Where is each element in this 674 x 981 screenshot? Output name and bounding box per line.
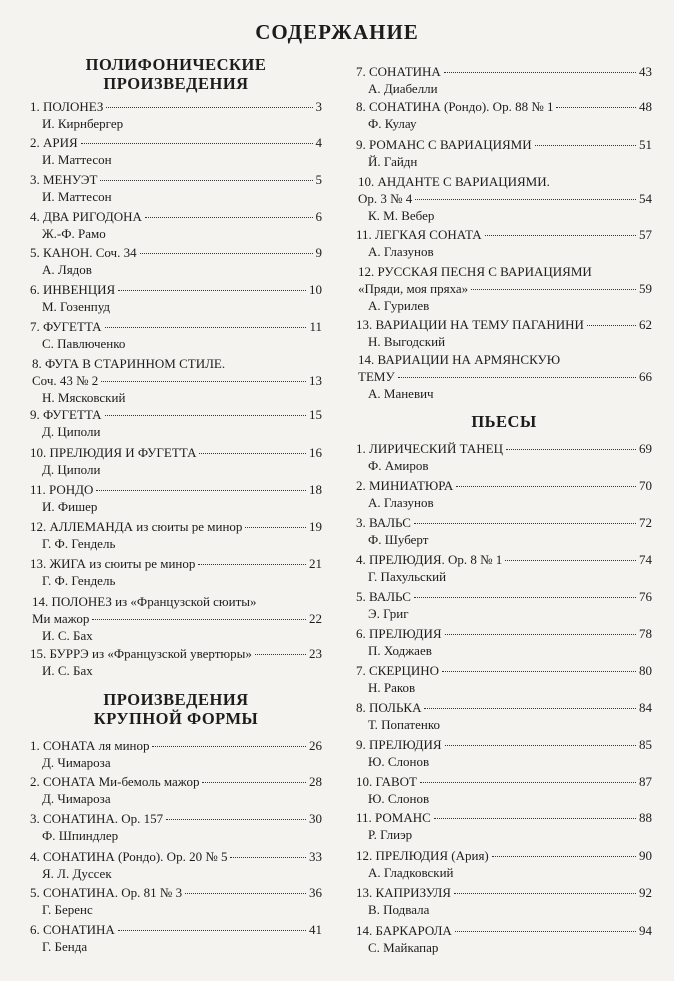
dot-leader [445, 745, 636, 746]
entry-title-row [356, 736, 652, 753]
page-number: 72 [639, 515, 652, 530]
dot-leader [118, 930, 306, 931]
composer-name: Д. Чимароза [42, 791, 111, 806]
composer-name: Н. Выгодский [368, 334, 446, 349]
dot-leader [485, 235, 636, 236]
entry-title-row [356, 551, 652, 568]
dot-leader [185, 893, 306, 894]
entry-title-row [30, 645, 322, 662]
entry-title: 4. ДВА РИГОДОНА [30, 209, 142, 224]
composer-name: Ф. Кулау [368, 116, 417, 131]
entry-title: 2. МИНИАТЮРА [356, 478, 454, 493]
composer-name: А. Глазунов [368, 495, 434, 510]
toc-entry [30, 848, 322, 882]
entry-title-row [356, 847, 652, 864]
dot-leader [202, 782, 306, 783]
entry-title-row [356, 588, 652, 605]
composer-name: Ф. Шуберт [368, 532, 429, 547]
composer-name: А. Диабелли [368, 81, 438, 96]
entry-title-row [356, 368, 652, 385]
entry-title: 13. ВАРИАЦИИ НА ТЕМУ ПАГАНИНИ [356, 317, 584, 332]
entry-title: 3. ВАЛЬС [356, 515, 411, 530]
section-heading: ПРОИЗВЕДЕНИЯ [103, 74, 249, 93]
entry-title-row [356, 699, 652, 716]
toc-entry [30, 810, 322, 844]
toc-entry [30, 98, 322, 132]
entry-title: 6. ПРЕЛЮДИЯ [356, 626, 442, 641]
entry-title-row [30, 208, 322, 225]
toc-entry [30, 518, 322, 552]
page-number: 69 [639, 441, 652, 456]
entry-title: 2. АРИЯ [30, 135, 78, 150]
toc-entry [356, 63, 652, 97]
dot-leader [445, 634, 636, 635]
page-number: 16 [309, 445, 322, 460]
entry-title: 8. ПОЛЬКА [356, 700, 422, 715]
entry-title: 8. ФУГА В СТАРИННОМ СТИЛЕ. [32, 356, 226, 371]
dot-leader [96, 490, 306, 491]
composer-name: Ф. Амиров [368, 458, 429, 473]
composer-name: Й. Гайдн [368, 154, 418, 169]
composer-name: С. Павлюченко [42, 336, 126, 351]
dot-leader [414, 597, 636, 598]
entry-title-row [30, 444, 322, 461]
entry-title-row [30, 171, 322, 188]
entry-title-row [30, 555, 322, 572]
entry-title: 11. ЛЕГКАЯ СОНАТА [356, 227, 482, 242]
toc-entry [30, 134, 322, 168]
dot-leader [92, 619, 306, 620]
entry-title-row [30, 921, 322, 938]
entry-title-row [356, 190, 652, 207]
toc-entry [30, 406, 322, 440]
composer-name: И. С. Бах [42, 628, 93, 643]
dot-leader [199, 453, 306, 454]
dot-leader [454, 893, 636, 894]
dot-leader [455, 931, 636, 932]
entry-title: 9. ФУГЕТТА [30, 407, 102, 422]
page-number: 88 [639, 810, 652, 825]
composer-name: А. Гладковский [368, 865, 454, 880]
entry-title-row [30, 318, 322, 335]
entry-title: 4. СОНАТИНА (Рондо). Ор. 20 № 5 [30, 849, 228, 864]
composer-name: Г. Беренс [42, 902, 93, 917]
dot-leader [415, 199, 636, 200]
toc-entry [30, 884, 322, 918]
entry-title: 10. ПРЕЛЮДИЯ И ФУГЕТТА [30, 445, 197, 460]
page-number: 4 [315, 135, 322, 150]
toc-entry [356, 440, 652, 474]
entry-title: Ми мажор [32, 611, 90, 626]
toc-entry [30, 645, 322, 679]
dot-leader [506, 449, 636, 450]
toc-entry [356, 588, 652, 622]
toc-entry [356, 847, 652, 881]
entry-title-row [30, 810, 322, 827]
composer-name: В. Подвала [368, 902, 430, 917]
toc-entry [356, 316, 652, 350]
toc-entry [30, 773, 322, 807]
page-title: СОДЕРЖАНИЕ [255, 20, 419, 44]
page-number: 54 [639, 191, 652, 206]
entry-title-row [356, 662, 652, 679]
entry-title: 4. ПРЕЛЮДИЯ. Ор. 8 № 1 [356, 552, 503, 567]
page-number: 76 [639, 589, 652, 604]
toc-entry [356, 477, 652, 511]
entry-title: 1. СОНАТА ля минор [30, 738, 150, 753]
dot-leader [456, 486, 636, 487]
toc-entry [30, 921, 322, 955]
page-number: 36 [309, 885, 322, 900]
dot-leader [414, 523, 636, 524]
dot-leader [81, 143, 313, 144]
dot-leader [492, 856, 636, 857]
page-number: 9 [315, 245, 322, 260]
composer-name: Г. Пахульский [368, 569, 447, 584]
toc-entry [356, 625, 652, 659]
page-number: 90 [639, 848, 652, 863]
entry-title: ТЕМУ [358, 369, 395, 384]
section-heading: ПРОИЗВЕДЕНИЯ [103, 690, 249, 709]
entry-title: «Пряди, моя пряха» [358, 281, 469, 296]
dot-leader [105, 415, 306, 416]
page-number: 30 [309, 811, 322, 826]
entry-title: 11. РОМАНС [356, 810, 431, 825]
composer-name: Ю. Слонов [368, 754, 430, 769]
composer-name: М. Гозенпуд [42, 299, 111, 314]
page-number: 80 [639, 663, 652, 678]
composer-name: Р. Глиэр [368, 827, 413, 842]
composer-name: И. Фишер [42, 499, 98, 514]
composer-name: Я. Л. Дуссек [42, 866, 112, 881]
toc-entry [356, 226, 652, 260]
section-heading: ПОЛИФОНИЧЕСКИЕ [85, 55, 267, 74]
entry-title: 9. РОМАНС С ВАРИАЦИЯМИ [356, 137, 532, 152]
dot-leader [442, 671, 636, 672]
entry-title: 12. РУССКАЯ ПЕСНЯ С ВАРИАЦИЯМИ [358, 264, 592, 279]
toc-entry [356, 351, 652, 402]
entry-title: Соч. 43 № 2 [32, 373, 99, 388]
entry-title-row [30, 884, 322, 901]
composer-name: А. Гурилев [368, 298, 430, 313]
composer-name: С. Майкапар [368, 940, 439, 955]
entry-title: 9. ПРЕЛЮДИЯ [356, 737, 442, 752]
toc-entry [30, 208, 322, 242]
entry-title-row [356, 477, 652, 494]
composer-name: Т. Попатенко [368, 717, 440, 732]
toc-entry [356, 514, 652, 548]
entry-title: 5. СОНАТИНА. Ор. 81 № 3 [30, 885, 183, 900]
entry-title-row [356, 63, 652, 80]
dot-leader [434, 818, 636, 819]
toc-entry [30, 555, 322, 589]
entry-title: 15. БУРРЭ из «Французской увертюры» [30, 646, 252, 661]
dot-leader [535, 145, 636, 146]
dot-leader [505, 560, 636, 561]
entry-title-row [30, 518, 322, 535]
composer-name: Г. Ф. Гендель [42, 536, 116, 551]
dot-leader [587, 325, 636, 326]
toc-entry [30, 481, 322, 515]
dot-leader [152, 746, 306, 747]
entry-title-row [356, 226, 652, 243]
entry-title-row [356, 98, 652, 115]
entry-title: 2. СОНАТА Ми-бемоль мажор [30, 774, 200, 789]
page-number: 48 [639, 99, 652, 114]
composer-name: А. Лядов [42, 262, 92, 277]
page-number: 70 [639, 478, 652, 493]
composer-name: Н. Раков [368, 680, 416, 695]
entry-title: 14. ВАРИАЦИИ НА АРМЯНСКУЮ [358, 352, 561, 367]
entry-title-row [356, 884, 652, 901]
dot-leader [101, 381, 306, 382]
entry-title: Ор. 3 № 4 [358, 191, 413, 206]
entry-title: 12. АЛЛЕМАНДА из сюиты ре минор [30, 519, 243, 534]
dot-leader [444, 72, 636, 73]
composer-name: Н. Мясковский [42, 390, 126, 405]
entry-title-row [356, 922, 652, 939]
toc-entry [30, 318, 322, 352]
dot-leader [471, 289, 636, 290]
page-number: 3 [315, 99, 322, 114]
entry-title-row [30, 372, 322, 389]
toc-entry [356, 173, 652, 224]
entry-title-row [356, 136, 652, 153]
entry-title: 12. ПРЕЛЮДИЯ (Ария) [356, 848, 489, 863]
page-number: 78 [639, 626, 652, 641]
composer-name: Д. Циполи [42, 462, 101, 477]
entry-title: 5. КАНОН. Соч. 34 [30, 245, 137, 260]
composer-name: И. Маттесон [42, 152, 112, 167]
composer-name: П. Ходжаев [368, 643, 432, 658]
dot-leader [106, 107, 312, 108]
page-number: 19 [309, 519, 322, 534]
composer-name: И. С. Бах [42, 663, 93, 678]
section-heading: ПЬЕСЫ [471, 412, 537, 431]
composer-name: А. Глазунов [368, 244, 434, 259]
page-number: 41 [309, 922, 322, 937]
toc-entry [356, 136, 652, 170]
composer-name: К. М. Вебер [368, 208, 435, 223]
composer-name: Ф. Шпиндлер [42, 828, 119, 843]
page-number: 94 [639, 923, 652, 938]
dot-leader [424, 708, 636, 709]
entry-title-row [30, 481, 322, 498]
page-number: 84 [639, 700, 652, 715]
dot-leader [230, 857, 306, 858]
entry-title: 6. СОНАТИНА [30, 922, 115, 937]
composer-name: Д. Циполи [42, 424, 101, 439]
dot-leader [556, 107, 636, 108]
composer-name: Д. Чимароза [42, 755, 111, 770]
entry-title-row [30, 848, 322, 865]
toc-entry [356, 773, 652, 807]
entry-title-row [30, 134, 322, 151]
dot-leader [145, 217, 313, 218]
toc-entry [356, 263, 652, 314]
entry-title: 14. БАРКАРОЛА [356, 923, 452, 938]
entry-title-row [356, 625, 652, 642]
page-number: 26 [309, 738, 322, 753]
page-number: 85 [639, 737, 652, 752]
entry-title: 5. ВАЛЬС [356, 589, 411, 604]
composer-name: Ю. Слонов [368, 791, 430, 806]
dot-leader [398, 377, 636, 378]
entry-title: 14. ПОЛОНЕЗ из «Французской сюиты» [32, 594, 257, 609]
dot-leader [166, 819, 306, 820]
composer-name: И. Маттесон [42, 189, 112, 204]
entry-title-row [30, 98, 322, 115]
toc-entry [30, 244, 322, 278]
dot-leader [198, 564, 306, 565]
composer-name: Ж.-Ф. Рамо [42, 226, 106, 241]
page-number: 23 [309, 646, 322, 661]
entry-title-row [30, 773, 322, 790]
toc-entry [30, 593, 322, 644]
entry-title: 1. ПОЛОНЕЗ [30, 99, 104, 114]
page-number: 11 [309, 319, 322, 334]
entry-title-row [30, 281, 322, 298]
entry-title: 1. ЛИРИЧЕСКИЙ ТАНЕЦ [356, 441, 503, 456]
composer-name: И. Кирнбергер [42, 116, 124, 131]
toc-entry [356, 809, 652, 843]
entry-title-row [356, 316, 652, 333]
composer-name: Г. Ф. Гендель [42, 573, 116, 588]
dot-leader [105, 327, 307, 328]
entry-title: 7. СОНАТИНА [356, 64, 441, 79]
toc-entry [30, 444, 322, 478]
page-number: 43 [639, 64, 652, 79]
entry-title-row [30, 737, 322, 754]
entry-title: 7. ФУГЕТТА [30, 319, 102, 334]
entry-title-row [356, 440, 652, 457]
entry-title-row [30, 406, 322, 423]
composer-name: Э. Григ [368, 606, 409, 621]
composer-name: Г. Бенда [42, 939, 88, 954]
page-number: 92 [639, 885, 652, 900]
entry-title-row [30, 244, 322, 261]
entry-title: 7. СКЕРЦИНО [356, 663, 440, 678]
entry-title-row [30, 610, 322, 627]
page-number: 10 [309, 282, 322, 297]
dot-leader [245, 527, 306, 528]
entry-title: 3. МЕНУЭТ [30, 172, 98, 187]
toc-entry [356, 551, 652, 585]
entry-title-row [356, 514, 652, 531]
entry-title: 13. КАПРИЗУЛЯ [356, 885, 451, 900]
dot-leader [118, 290, 306, 291]
page-number: 13 [309, 373, 322, 388]
dot-leader [140, 253, 313, 254]
dot-leader [255, 654, 306, 655]
entry-title: 8. СОНАТИНА (Рондо). Ор. 88 № 1 [356, 99, 554, 114]
page-number: 87 [639, 774, 652, 789]
page-number: 22 [309, 611, 322, 626]
toc-entry [30, 737, 322, 771]
toc-entry [30, 171, 322, 205]
entry-title-row [356, 280, 652, 297]
toc-entry [356, 922, 652, 956]
entry-title: 10. АНДАНТЕ С ВАРИАЦИЯМИ. [358, 174, 550, 189]
toc-entry [356, 699, 652, 733]
toc-entry [356, 884, 652, 918]
page-number: 66 [639, 369, 652, 384]
dot-leader [420, 782, 636, 783]
section-heading: КРУПНОЙ ФОРМЫ [93, 709, 259, 728]
page-number: 33 [309, 849, 322, 864]
page-number: 18 [309, 482, 322, 497]
page-number: 21 [309, 556, 322, 571]
entry-title: 11. РОНДО [30, 482, 94, 497]
toc-entry [356, 98, 652, 132]
page-number: 74 [639, 552, 652, 567]
composer-name: А. Маневич [368, 386, 434, 401]
page-number: 62 [639, 317, 652, 332]
entry-title: 13. ЖИГА из сюиты ре минор [30, 556, 196, 571]
entry-title: 3. СОНАТИНА. Ор. 157 [30, 811, 164, 826]
toc-entry [30, 355, 322, 406]
toc-entry [356, 736, 652, 770]
page-number: 28 [309, 774, 322, 789]
page-number: 5 [315, 172, 322, 187]
page-number: 51 [639, 137, 652, 152]
dot-leader [100, 180, 312, 181]
page-number: 57 [639, 227, 652, 242]
entry-title: 6. ИНВЕНЦИЯ [30, 282, 116, 297]
toc-entry [356, 662, 652, 696]
page-number: 59 [639, 281, 652, 296]
entry-title-row [356, 809, 652, 826]
page-number: 15 [309, 407, 322, 422]
toc-entry [30, 281, 322, 315]
entry-title-row [356, 773, 652, 790]
page-number: 6 [315, 209, 322, 224]
entry-title: 10. ГАВОТ [356, 774, 417, 789]
